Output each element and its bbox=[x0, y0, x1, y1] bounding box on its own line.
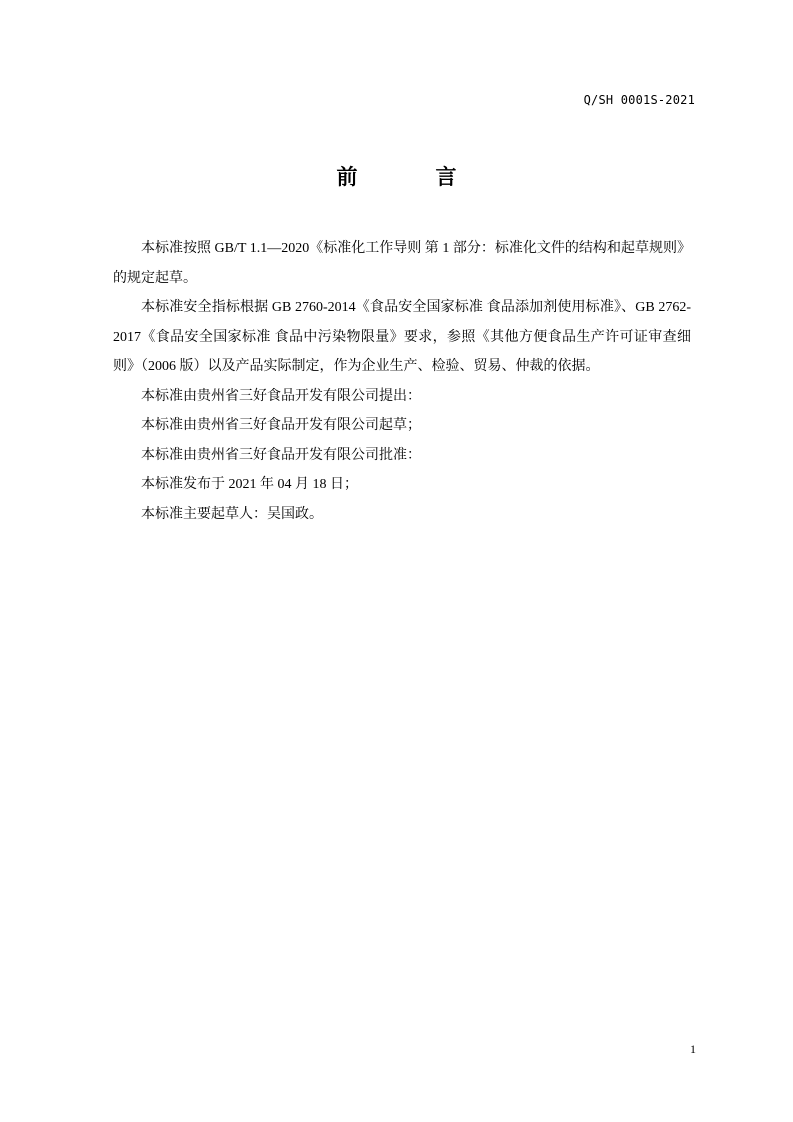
title-char-2: 言 bbox=[435, 165, 457, 189]
foreword-body bbox=[113, 234, 691, 529]
paragraph-approved-by: 本标准由贵州省三好食品开发有限公司批准： bbox=[141, 447, 421, 463]
paragraph-drafting-basis: 本标准按照 GB/T 1.1—2020《标准化工作导则 第 1 部分：标准化文件的结构和起草规则》的规定起草。 bbox=[113, 241, 691, 286]
paragraph-main-drafter: 本标准主要起草人：吴国政。 bbox=[141, 506, 323, 522]
paragraph-drafted-by: 本标准由贵州省三好食品开发有限公司起草； bbox=[141, 418, 421, 433]
paragraph-safety-indicators: 本标准安全指标根据 GB 2760-2014《食品安全国家标准 食品添加剂使用标准》、GB 2762-2017《食品安全国家标准 食品中污染物限量》要求，参照《其他方便食品生产许可证审查细则》（2006 版）以及产品实际制定，作为企业生产、检验、贸易、仲裁的依据。 bbox=[113, 300, 691, 374]
document-code: Q/SH 0001S-2021 bbox=[583, 93, 695, 107]
paragraph-release-date: 本标准发布于 2021 年 04 月 18 日； bbox=[141, 477, 358, 492]
page-number: 1 bbox=[690, 1042, 696, 1056]
paragraph-proposed-by: 本标准由贵州省三好食品开发有限公司提出： bbox=[141, 388, 421, 404]
page-title bbox=[0, 161, 793, 191]
title-char-1: 前 bbox=[336, 165, 358, 189]
